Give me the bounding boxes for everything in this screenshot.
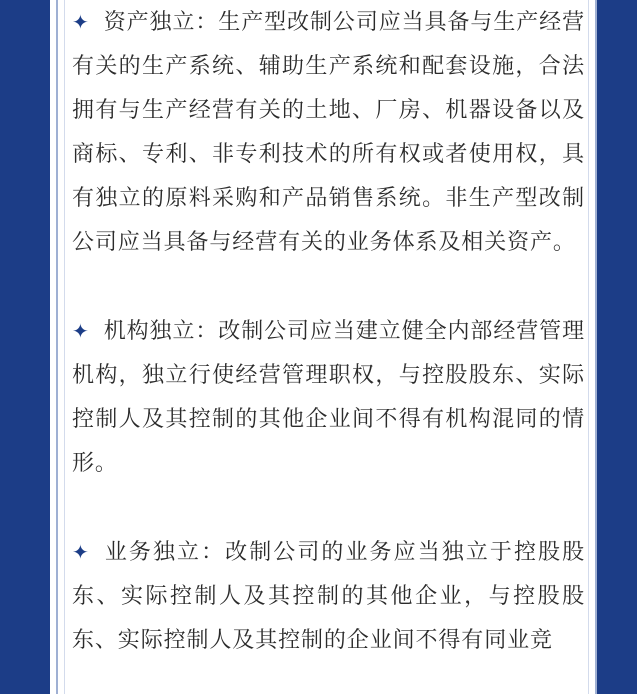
diamond-bullet-icon: ✦ (72, 540, 90, 564)
diamond-bullet-icon: ✦ (72, 10, 90, 34)
left-frame-band (0, 0, 50, 694)
paragraph-text: 业务独立：改制公司的业务应当独立于控股股东、实际控制人及其控制的其他企业，与控股股东、实际控制人及其控制的企业间不得有同业竞 (72, 540, 585, 653)
content-panel (56, 0, 597, 694)
document-body (72, 0, 585, 663)
paragraph-text: 机构独立：改制公司应当建立健全内部经营管理机构，独立行使经营管理职权，与控股股东、实际控制人及其控制的其他企业间不得有机构混同的情形。 (72, 319, 585, 476)
diamond-bullet-icon: ✦ (72, 319, 90, 343)
paragraph-text: 资产独立：生产型改制公司应当具备与生产经营有关的生产系统、辅助生产系统和配套设施，合法拥有与生产经营有关的土地、厂房、机器设备以及商标、专利、非专利技术的所有权或者使用权，具有独立的原料采购和产品销售系统。非生产型改制公司应当具备与经营有关的业务体系及相关资产。 (72, 10, 585, 255)
paragraph-asset-independence (72, 0, 585, 265)
paragraph-organization-independence (72, 309, 585, 486)
paragraph-business-independence (72, 530, 585, 663)
